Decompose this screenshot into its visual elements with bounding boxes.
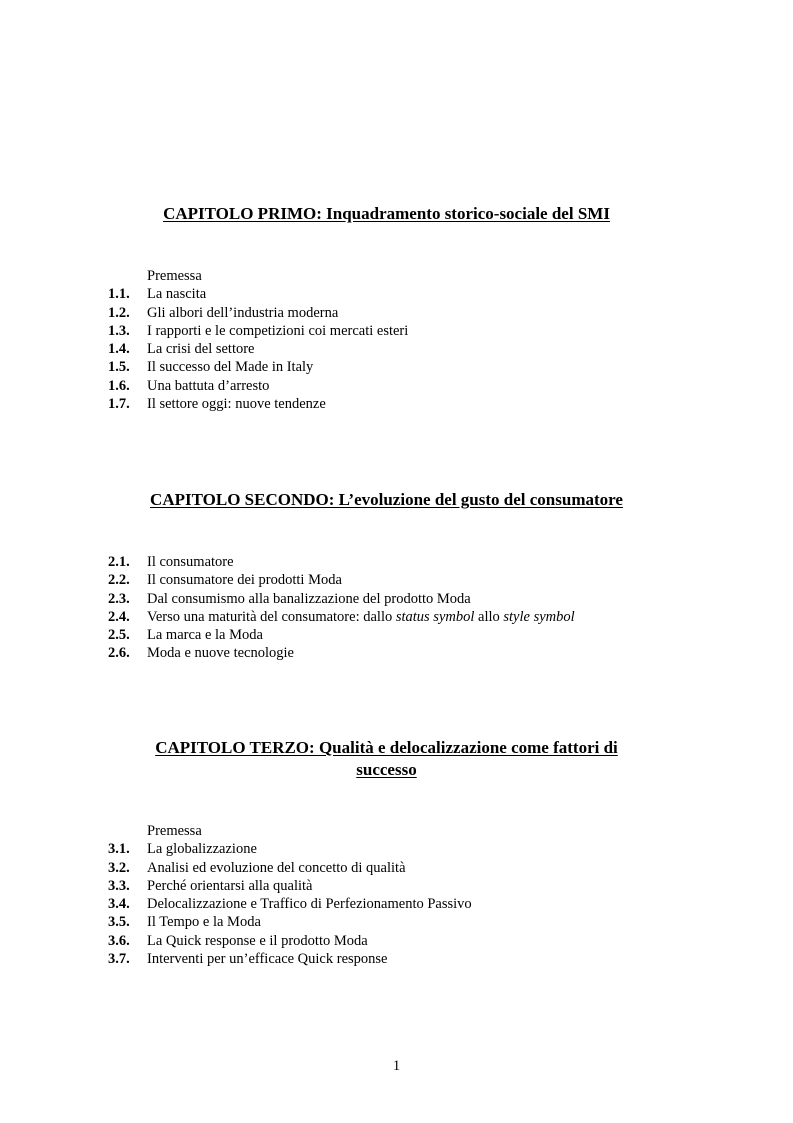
toc-entry bbox=[108, 377, 708, 395]
toc-entry-number: 3.2. bbox=[108, 859, 130, 876]
toc-entry-text: Il consumatore dei prodotti Moda bbox=[147, 572, 342, 589]
toc-entry-text-italic: style symbol bbox=[503, 608, 575, 625]
toc-entry-text: I rapporti e le competizioni coi mercati esteri bbox=[147, 322, 409, 339]
toc-entry-number: 1.7. bbox=[108, 396, 130, 413]
toc-entry-number: 2.6. bbox=[108, 645, 130, 662]
chapter-3-toc bbox=[108, 822, 708, 968]
toc-entry bbox=[108, 267, 708, 285]
toc-entry-text: Premessa bbox=[147, 823, 202, 839]
chapter-2-toc bbox=[108, 553, 708, 663]
toc-entry-text: Analisi ed evoluzione del concetto di qualità bbox=[147, 859, 406, 876]
toc-entry-number: 3.4. bbox=[108, 896, 130, 913]
toc-entry bbox=[108, 877, 708, 895]
toc-entry-text: Il Tempo e la Moda bbox=[147, 914, 261, 931]
toc-entry-number: 3.1. bbox=[108, 841, 130, 858]
toc-entry bbox=[108, 913, 708, 931]
chapter-3-title-line-2: successo bbox=[356, 760, 417, 779]
toc-entry-text: Dal consumismo alla banalizzazione del prodotto Moda bbox=[147, 590, 471, 607]
chapter-3-title-line-1: CAPITOLO TERZO: Qualità e delocalizzazione come fattori di bbox=[155, 738, 618, 757]
toc-entry bbox=[108, 608, 708, 626]
toc-entry bbox=[108, 358, 708, 376]
toc-entry-text: Delocalizzazione e Traffico di Perfezionamento Passivo bbox=[147, 896, 472, 913]
toc-entry-text: La Quick response e il prodotto Moda bbox=[147, 932, 368, 949]
toc-entry-number: 2.2. bbox=[108, 572, 130, 589]
toc-entry bbox=[108, 644, 708, 662]
toc-entry bbox=[108, 840, 708, 858]
toc-entry-text: Una battuta d’arresto bbox=[147, 377, 270, 394]
chapter-1-title: CAPITOLO PRIMO: Inquadramento storico-sociale del SMI bbox=[163, 204, 610, 223]
toc-entry-text: Il successo del Made in Italy bbox=[147, 359, 314, 376]
toc-entry-text-part: Verso una maturità del consumatore: dallo bbox=[147, 608, 396, 625]
toc-entry bbox=[108, 895, 708, 913]
toc-entry bbox=[108, 932, 708, 950]
toc-entry-text: Premessa bbox=[147, 268, 202, 284]
toc-entry-text: Perché orientarsi alla qualità bbox=[147, 877, 313, 894]
toc-entry-number: 1.5. bbox=[108, 359, 130, 376]
toc-entry bbox=[108, 304, 708, 322]
toc-entry bbox=[108, 822, 708, 840]
toc-entry-number: 3.7. bbox=[108, 951, 130, 968]
toc-entry bbox=[108, 590, 708, 608]
toc-entry bbox=[108, 553, 708, 571]
toc-entry-number: 2.1. bbox=[108, 554, 130, 570]
toc-entry-text: Il settore oggi: nuove tendenze bbox=[147, 396, 326, 413]
toc-entry-number: 3.6. bbox=[108, 932, 130, 949]
toc-entry-text: La marca e la Moda bbox=[147, 627, 263, 644]
toc-entry bbox=[108, 285, 708, 303]
toc-entry-number: 3.3. bbox=[108, 877, 130, 894]
toc-entry-text: La globalizzazione bbox=[147, 841, 257, 858]
toc-entry-number: 2.5. bbox=[108, 627, 130, 644]
toc-entry-number: 1.6. bbox=[108, 377, 130, 394]
toc-entry-number: 2.4. bbox=[108, 608, 130, 625]
toc-entry bbox=[108, 859, 708, 877]
toc-entry bbox=[108, 626, 708, 644]
page-number: 1 bbox=[392, 1058, 401, 1074]
toc-entry-text-italic: status symbol bbox=[395, 608, 475, 625]
chapter-2-title: CAPITOLO SECONDO: L’evoluzione del gusto del consumatore bbox=[150, 490, 623, 509]
toc-entry-number: 1.4. bbox=[108, 341, 130, 358]
toc-entry bbox=[108, 571, 708, 589]
toc-entry bbox=[108, 950, 708, 968]
toc-entry bbox=[108, 395, 708, 413]
toc-entry-text: Interventi per un’efficace Quick response bbox=[147, 951, 388, 968]
toc-entry-number: 1.1. bbox=[108, 286, 130, 303]
toc-entry bbox=[108, 322, 708, 340]
toc-entry-number: 1.3. bbox=[108, 322, 130, 339]
toc-entry-text: Gli albori dell’industria moderna bbox=[147, 304, 339, 321]
toc-entry-number: 1.2. bbox=[108, 304, 130, 321]
toc-entry-text: La crisi del settore bbox=[147, 341, 255, 358]
toc-entry bbox=[108, 340, 708, 358]
toc-entry-text bbox=[147, 609, 575, 625]
chapter-1-toc bbox=[108, 267, 708, 413]
toc-entry-number: 3.5. bbox=[108, 914, 130, 931]
toc-entry-number: 2.3. bbox=[108, 590, 130, 607]
chapter-3-title bbox=[100, 737, 673, 781]
toc-entry-text-part: allo bbox=[474, 608, 504, 625]
toc-entry-text: Il consumatore bbox=[147, 554, 234, 570]
toc-entry-text: Moda e nuove tecnologie bbox=[147, 645, 294, 662]
toc-entry-text: La nascita bbox=[147, 286, 207, 303]
